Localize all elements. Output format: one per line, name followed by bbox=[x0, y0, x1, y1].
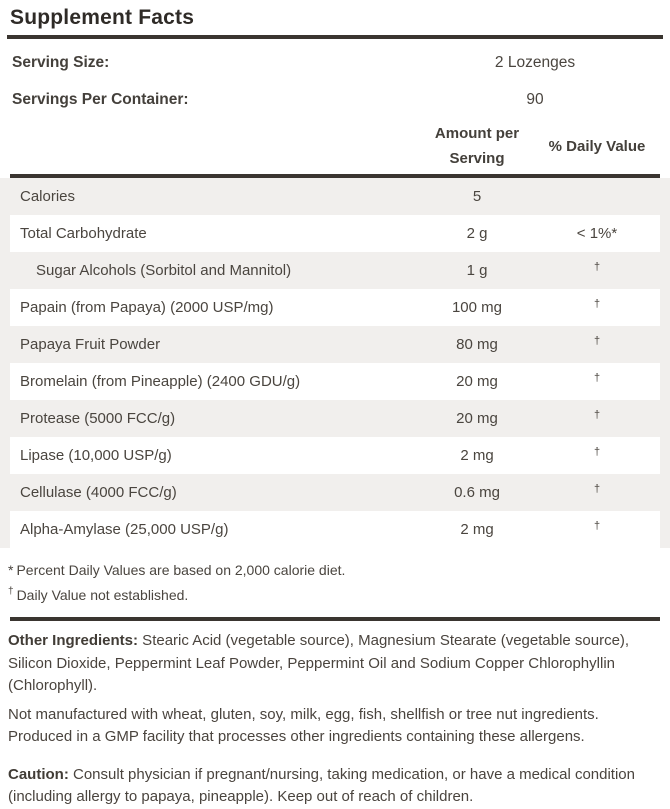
ingredient-amount: 80 mg bbox=[456, 336, 498, 353]
footnote-text: Daily Value not established. bbox=[16, 587, 189, 603]
paragraph bbox=[8, 704, 662, 749]
ingredient-amount: 100 mg bbox=[451, 299, 503, 316]
ingredient-name: Sugar Alcohols (Sorbitol and Mannitol) bbox=[36, 262, 292, 279]
footnote-marker: * bbox=[8, 562, 14, 578]
serving-size-row bbox=[0, 44, 670, 81]
amount-column-header: Amount per Serving bbox=[434, 125, 520, 167]
footnote-text: Percent Daily Values are based on 2,000 calorie diet. bbox=[16, 562, 346, 578]
ingredient-daily-value: † bbox=[593, 445, 601, 458]
footnotes bbox=[8, 562, 670, 603]
daily-value-column-header: % Daily Value bbox=[548, 137, 646, 155]
title-divider bbox=[7, 35, 663, 39]
paragraph bbox=[8, 764, 662, 809]
ingredient-name: Lipase (10,000 USP/g) bbox=[20, 447, 172, 464]
ingredient-amount: 2 g bbox=[466, 225, 488, 242]
ingredient-amount: 1 g bbox=[466, 262, 488, 279]
ingredient-daily-value: † bbox=[593, 371, 601, 384]
ingredient-name: Bromelain (from Pineapple) (2400 GDU/g) bbox=[20, 373, 301, 390]
servings-per-container-row bbox=[0, 81, 670, 118]
table-row bbox=[10, 252, 660, 289]
footnote bbox=[8, 587, 670, 603]
info-paragraphs bbox=[8, 630, 662, 809]
servings-per-container-label: Servings Per Container: bbox=[12, 90, 189, 108]
paragraph-text: Stearic Acid (vegetable source), Magnesium Stearate (vegetable source), Silicon Dioxide, Peppermint Leaf Powder, Peppermint Oil and Sodium Copper Chlorophyllin (Chlorophyll). bbox=[8, 632, 630, 694]
footnote-marker: † bbox=[8, 586, 14, 597]
ingredient-amount: 0.6 mg bbox=[454, 484, 500, 501]
facts-table-body bbox=[0, 178, 670, 548]
serving-size-label: Serving Size: bbox=[12, 53, 110, 71]
serving-info bbox=[0, 44, 670, 118]
table-row bbox=[10, 326, 660, 363]
ingredient-amount: 2 mg bbox=[460, 447, 494, 464]
paragraph-text: Not manufactured with wheat, gluten, soy, milk, egg, fish, shellfish or tree nut ingredients. Produced in a GMP facility that processes other ingredients containing these allergens. bbox=[8, 705, 599, 745]
ingredient-amount: 5 bbox=[472, 188, 482, 205]
ingredient-amount: 20 mg bbox=[456, 410, 498, 427]
ingredient-amount: 20 mg bbox=[456, 373, 498, 390]
ingredient-daily-value: † bbox=[593, 519, 601, 532]
servings-per-container-value: 90 bbox=[526, 90, 544, 108]
table-row bbox=[10, 437, 660, 474]
ingredient-name: Total Carbohydrate bbox=[20, 225, 147, 242]
page-title: Supplement Facts bbox=[10, 6, 195, 29]
ingredient-name: Alpha-Amylase (25,000 USP/g) bbox=[20, 521, 229, 538]
ingredient-daily-value: † bbox=[593, 260, 601, 273]
table-row bbox=[10, 215, 660, 252]
table-row bbox=[10, 289, 660, 326]
ingredient-name: Cellulase (4000 FCC/g) bbox=[20, 484, 177, 501]
ingredient-daily-value: † bbox=[593, 334, 601, 347]
paragraph-label: Caution: bbox=[8, 765, 69, 783]
table-row bbox=[10, 178, 660, 215]
ingredient-name: Protease (5000 FCC/g) bbox=[20, 410, 176, 427]
ingredient-daily-value: < 1%* bbox=[576, 225, 618, 242]
ingredient-name: Papaya Fruit Powder bbox=[20, 336, 161, 353]
table-row bbox=[10, 511, 660, 548]
paragraph-label: Other Ingredients: bbox=[8, 632, 139, 649]
ingredient-daily-value: † bbox=[593, 482, 601, 495]
paragraph bbox=[8, 630, 662, 698]
footnote bbox=[8, 562, 670, 578]
table-row bbox=[10, 400, 660, 437]
ingredient-name: Papain (from Papaya) (2000 USP/mg) bbox=[20, 299, 274, 316]
ingredient-amount: 2 mg bbox=[460, 521, 494, 538]
serving-size-value: 2 Lozenges bbox=[494, 53, 576, 71]
footnote-divider bbox=[10, 617, 660, 621]
ingredient-daily-value: † bbox=[593, 408, 601, 421]
ingredient-daily-value: † bbox=[593, 297, 601, 310]
paragraph-text: Consult physician if pregnant/nursing, taking medication, or have a medical condition (including allergy to papaya, pineapple). Keep out of reach of children. bbox=[8, 765, 635, 805]
table-row bbox=[10, 363, 660, 400]
table-row bbox=[10, 474, 660, 511]
ingredient-name: Calories bbox=[20, 188, 76, 205]
table-column-headers bbox=[10, 118, 660, 174]
